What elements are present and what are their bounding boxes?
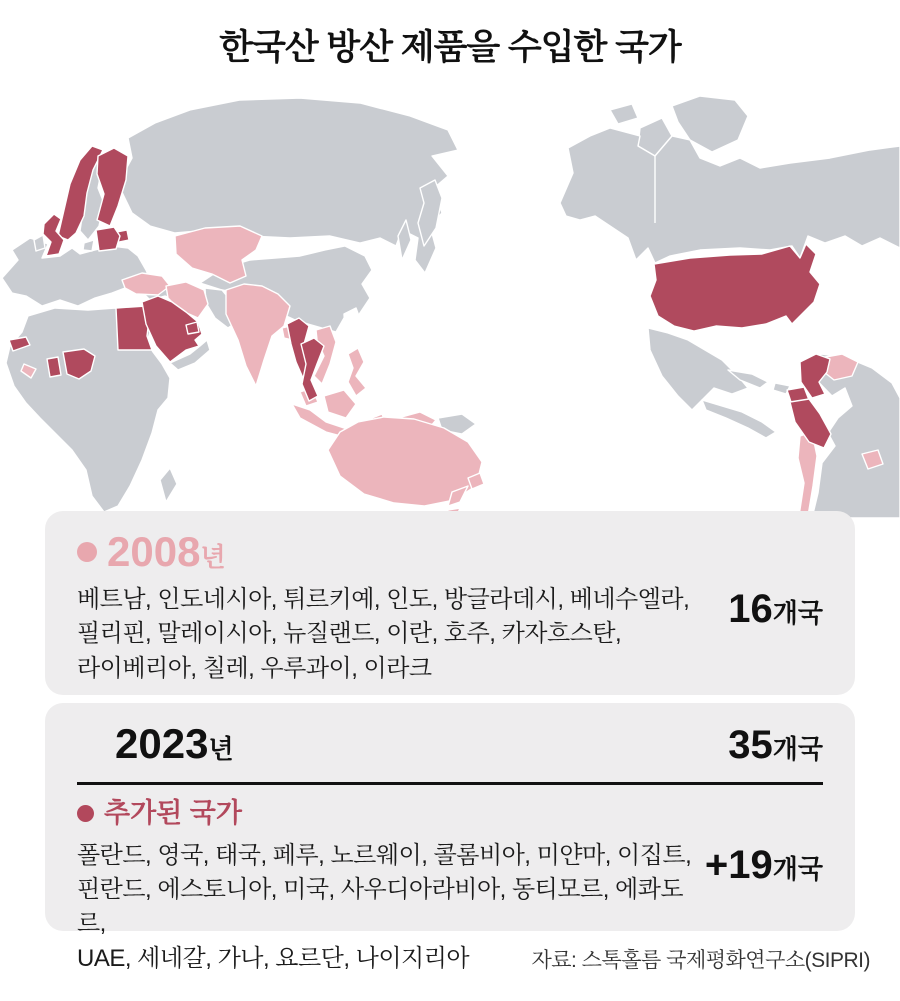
countries-2008-line-1: 베트남, 인도네시아, 튀르키예, 인도, 방글라데시, 베네수엘라,	[77, 586, 690, 613]
countries-2008	[77, 583, 728, 686]
year-2008-suffix: 년	[200, 542, 226, 572]
source-credit: 자료: 스톡홀름 국제평화연구소(SIPRI)	[531, 949, 870, 972]
panel-2008-body	[77, 583, 823, 686]
map-finland	[97, 148, 128, 226]
map-peru	[790, 399, 831, 448]
map-japan-honshu	[362, 304, 396, 342]
map-mexico	[648, 328, 748, 410]
count-2023-number: 35	[728, 723, 773, 767]
count-added	[705, 839, 823, 886]
map-kamchatka	[418, 180, 442, 246]
page-title: 한국산 방산 제품을 수입한 국가	[219, 28, 681, 67]
panel-2008	[45, 511, 855, 695]
added-countries-label: 추가된 국가	[104, 798, 242, 828]
count-2023-suffix: 개국	[772, 734, 823, 764]
legend-2008	[77, 528, 823, 575]
map-india	[226, 284, 290, 386]
map-canada-alaska	[560, 128, 900, 263]
map-poland	[96, 227, 120, 251]
world-map	[0, 88, 900, 520]
pink-dot-icon	[77, 542, 97, 562]
countries-added-line-2: 핀란드, 에스토니아, 미국, 사우디아라비아, 동티모르, 에콰도르,	[77, 876, 684, 938]
map-europe	[2, 238, 152, 306]
count-2023	[728, 725, 823, 766]
panel-2023-header	[77, 720, 823, 767]
map-usa	[650, 244, 820, 331]
countries-2008-line-2: 필리핀, 말레이시아, 뉴질랜드, 이란, 호주, 카자흐스탄,	[77, 620, 622, 648]
year-2008-number: 2008	[107, 528, 201, 575]
year-2008-label	[107, 528, 226, 575]
map-uae	[186, 322, 199, 334]
count-2008-suffix: 개국	[772, 598, 823, 628]
count-added-number: +19	[704, 842, 773, 887]
map-ghana	[47, 357, 61, 377]
countries-added-line-1: 폴란드, 영국, 태국, 페루, 노르웨이, 콜롬비아, 미얀마, 이집트,	[77, 841, 692, 869]
year-2023-suffix: 년	[208, 734, 234, 764]
red-dot-icon	[77, 805, 94, 822]
year-2023-number: 2023	[115, 720, 209, 767]
map-ireland	[34, 235, 45, 251]
countries-2008-line-3: 라이베리아, 칠레, 우루과이, 이라크	[77, 654, 432, 682]
map-borneo	[324, 390, 356, 418]
year-2023-label	[115, 720, 234, 767]
count-2008-number: 16	[728, 587, 773, 631]
map-madagascar	[160, 468, 177, 502]
map-arctic-islands-2	[610, 104, 638, 124]
count-added-suffix: 개국	[772, 853, 823, 884]
count-2008	[728, 583, 823, 630]
map-philippines	[348, 348, 366, 396]
map-central-america	[702, 400, 776, 438]
legend-added	[77, 799, 823, 829]
countries-added-line-3: UAE, 세네갈, 가나, 요르단, 나이지리아	[77, 944, 470, 972]
map-denmark	[83, 240, 94, 251]
divider-line	[77, 782, 823, 785]
